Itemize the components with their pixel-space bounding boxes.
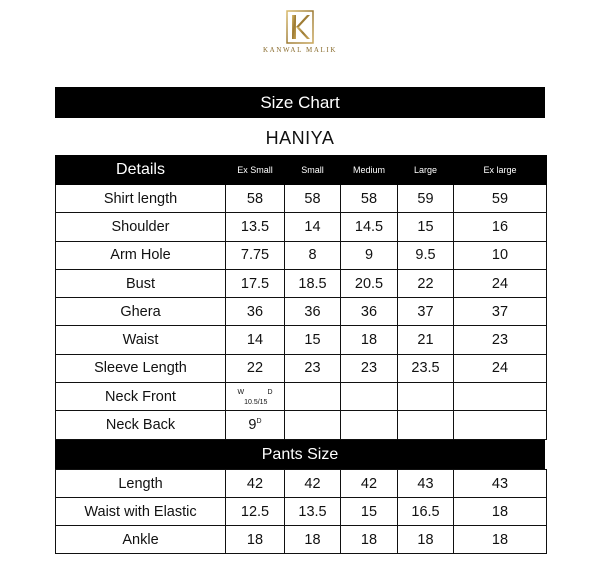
table-cell: 18.5	[285, 269, 341, 297]
table-cell: 58	[341, 185, 398, 213]
column-header: Ex large	[454, 156, 547, 185]
table-cell: 23	[454, 326, 547, 354]
pants-size-title: Pants Size	[55, 440, 545, 469]
table-cell	[341, 411, 398, 439]
row-label: Ankle	[56, 526, 226, 554]
k-monogram-icon	[286, 10, 314, 44]
table-cell: 59	[454, 185, 547, 213]
table-cell: 15	[341, 498, 398, 526]
table-cell: 24	[454, 269, 547, 297]
table-row	[56, 354, 547, 382]
table-cell: $^W_{10.5/15}^D$	[226, 383, 285, 411]
table-cell: 22	[398, 269, 454, 297]
table-cell: 43	[398, 470, 454, 498]
table-cell: 18	[285, 526, 341, 554]
table-cell: 16	[454, 213, 547, 241]
table-cell: 36	[226, 298, 285, 326]
table-cell: 17.5	[226, 269, 285, 297]
table-cell: 13.5	[226, 213, 285, 241]
brand-logo	[260, 10, 340, 62]
table-cell: 42	[285, 470, 341, 498]
table-row	[56, 383, 547, 411]
row-label: Neck Back	[56, 411, 226, 439]
table-cell: 21	[398, 326, 454, 354]
table-cell: 10	[454, 241, 547, 269]
table-cell	[454, 411, 547, 439]
table-cell: 18	[454, 526, 547, 554]
table-cell: 18	[341, 326, 398, 354]
table-cell: 18	[454, 498, 547, 526]
table-cell: 15	[398, 213, 454, 241]
table-cell: 7.75	[226, 241, 285, 269]
table-cell: 14	[285, 213, 341, 241]
column-header: Small	[285, 156, 341, 185]
table-row	[56, 470, 547, 498]
row-label: Ghera	[56, 298, 226, 326]
table-cell: 36	[285, 298, 341, 326]
table-cell: 15	[285, 326, 341, 354]
row-label: Waist with Elastic	[56, 498, 226, 526]
table-cell: 23	[341, 354, 398, 382]
table-cell: 22	[226, 354, 285, 382]
row-label: Arm Hole	[56, 241, 226, 269]
table-cell: 23.5	[398, 354, 454, 382]
table-cell	[398, 411, 454, 439]
column-header: Details	[56, 156, 226, 185]
row-label: Neck Front	[56, 383, 226, 411]
table-cell: 58	[226, 185, 285, 213]
table-row	[56, 185, 547, 213]
table-cell: 18	[341, 526, 398, 554]
row-label: Shirt length	[56, 185, 226, 213]
table-cell: 8	[285, 241, 341, 269]
table-row	[56, 526, 547, 554]
table-cell: 42	[341, 470, 398, 498]
table-cell: 37	[454, 298, 547, 326]
table-row	[56, 213, 547, 241]
row-label: Sleeve Length	[56, 354, 226, 382]
table-cell: 14	[226, 326, 285, 354]
table-cell: 42	[226, 470, 285, 498]
table-cell: 18	[226, 526, 285, 554]
table-row	[56, 241, 547, 269]
size-chart-title: Size Chart	[55, 87, 545, 118]
table-cell: $9^D$	[226, 411, 285, 439]
table-row	[56, 411, 547, 439]
table-cell: 24	[454, 354, 547, 382]
table-row	[56, 498, 547, 526]
table-header-row	[56, 156, 547, 185]
table-cell: 43	[454, 470, 547, 498]
pants-size-table	[55, 469, 547, 554]
table-cell: 13.5	[285, 498, 341, 526]
row-label: Waist	[56, 326, 226, 354]
row-label: Length	[56, 470, 226, 498]
table-cell: 59	[398, 185, 454, 213]
table-cell: 20.5	[341, 269, 398, 297]
table-cell: 14.5	[341, 213, 398, 241]
table-row	[56, 269, 547, 297]
table-cell: 58	[285, 185, 341, 213]
column-header: Medium	[341, 156, 398, 185]
table-cell	[341, 383, 398, 411]
table-cell: 18	[398, 526, 454, 554]
table-cell: 37	[398, 298, 454, 326]
table-cell: 9	[341, 241, 398, 269]
shirt-size-table	[55, 155, 547, 440]
table-cell: 23	[285, 354, 341, 382]
brand-name: KANWAL MALIK	[263, 46, 337, 54]
table-cell: 16.5	[398, 498, 454, 526]
table-cell	[285, 411, 341, 439]
table-row	[56, 298, 547, 326]
table-cell: 36	[341, 298, 398, 326]
column-header: Ex Small	[226, 156, 285, 185]
table-cell: 12.5	[226, 498, 285, 526]
column-header: Large	[398, 156, 454, 185]
table-cell	[285, 383, 341, 411]
product-name: HANIYA	[265, 128, 335, 148]
table-cell: 9.5	[398, 241, 454, 269]
row-label: Bust	[56, 269, 226, 297]
table-row	[56, 326, 547, 354]
table-cell	[454, 383, 547, 411]
row-label: Shoulder	[56, 213, 226, 241]
table-cell	[398, 383, 454, 411]
